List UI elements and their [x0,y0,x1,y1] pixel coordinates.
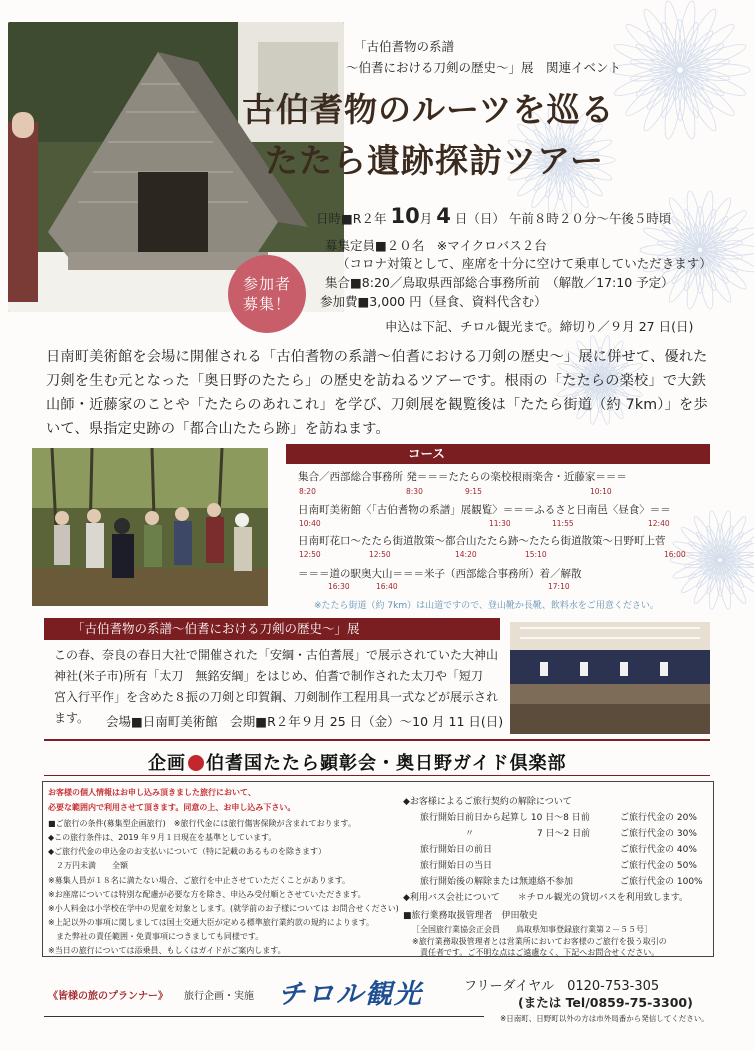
organizer [148,749,566,775]
red-dot-icon [188,755,204,771]
travel-manager: ■旅行業務取扱管理者 伊田敬史 [403,911,538,921]
telephone: (または Tel/0859-75-3300) [518,995,693,1010]
terms-line: ※上記以外の事項に関しましては国土交通大臣が定める標準旅行業約款の規約によります。 [48,918,375,927]
association-line: ※旅行業務取扱管理者とは営業所においてお客様のご旅行を扱う取引の [412,937,667,946]
terms-line: ■ご旅行の条件(募集型企画旅行) ※旅行代金には旅行傷害保険が含まれております。 [48,819,356,828]
time-label: 9:15 [465,487,482,496]
exhibition-description: この春、奈良の春日大社で開催された「安綱・古伯耆展」で展示されていた大神山神社(米子市)所有「太刀 無銘安綱」をはじめ、伯耆で制作された太刀や「短刀 宮入行平作」を含めた８振の刀剣と印賀鋼、刀剣制作工程用具一式などが展示されます。 [54,648,499,725]
divider [44,739,710,741]
time-label: 8:30 [406,487,423,496]
badge-line-2: 募集！ [242,295,291,313]
association-line: 責任者です。ご不明な点はご遠慮なく、下記へお問合せください。 [412,948,660,957]
date-month: 10 [390,204,420,228]
terms-line: ※募集人員が１８名に満たない場合、ご旅行を中止させていただくことがあります。 [48,876,351,885]
free-dial: フリーダイヤル 0120-753-305 [464,979,660,994]
course-line-1: 集合／西部総合事務所 発＝＝＝たたらの楽校根雨楽舎・近藤家＝＝＝ [298,471,627,483]
time-label: 11:30 [489,519,511,528]
terms-line: また弊社の責任範囲・免責事項につきましても同様です。 [48,932,264,941]
terms-line: ※お座席については特別な配慮が必要な方を除き、申込み受付順とさせていただきます。 [48,890,366,899]
time-label: 8:20 [299,487,316,496]
course-heading: コース [286,444,710,464]
cancel-fee: ご旅行代金の 30% [620,829,697,839]
time-label: 16:30 [328,582,350,591]
cancel-label: 〃 7 日～2 日前 [465,829,591,839]
time-label: 14:20 [455,550,477,559]
course-line-2: 日南町美術館〈「古伯耆物の系譜」展観覧〉＝＝＝ふるさと日南邑〈昼食〉＝＝ [298,504,671,516]
cancel-label: 旅行開始日の前日 [420,845,493,855]
date-time: 午前８時２０分～午後５時頃 [508,211,672,226]
time-label: 16:40 [376,582,398,591]
cancel-label: 旅行開始日前日から起算し 10 日～8 日前 [420,813,590,823]
time-label: 16:00 [664,550,686,559]
privacy-line2: 必要な範囲内で利用させて頂きます。同意の上、お申し込み下さい。 [48,803,296,812]
dial-note: ※日南町、日野町以外の方は市外局番から発信してください。 [500,1014,709,1023]
organizer-prefix: 企画 [148,753,186,774]
exhibition-hall-photo [510,622,710,734]
cancel-fee: ご旅行代金の 20% [620,813,697,823]
time-label: 17:10 [548,582,570,591]
course-line-3: 日南町花口～たたら街道散策～都合山たたら跡～たたら街道散策～日野町上菅 [298,535,666,547]
time-label: 10:40 [299,519,321,528]
event-subtitle-line2: ～伯耆における刀剣の歴史～」展 関連イベント [346,60,622,75]
time-label: 11:55 [552,519,574,528]
cancel-fee: ご旅行代金の 100% [620,877,703,887]
time-label: 12:50 [299,550,321,559]
terms-line: ※当日の旅行については添乗員、もしくはガイドがご案内します。 [48,946,286,955]
date-prefix: 日時■R２年 [316,211,387,226]
course-line-4: ＝＝＝道の駅奥大山＝＝＝米子（西部総合事務所）着／解散 [298,568,582,580]
privacy-line1: お客様の個人情報はお申し込み頂きました旅行において、 [48,788,256,797]
organizer-name: 伯耆国たたら顕彰会・奥日野ガイド倶楽部 [206,753,567,774]
meeting-info: 集合■8:20／鳥取県西部総合事務所前 （解散／17:10 予定） [325,275,674,290]
slogan: 《皆様の旅のプランナー》 [48,991,168,1002]
event-subtitle-line1: 「古伯耆物の系譜 [354,39,455,54]
footer-divider [44,1016,484,1017]
time-label: 10:10 [590,487,612,496]
association-line: ［全国旅行業協会正会員 鳥取県知事登録旅行業第２－５５号］ [412,925,652,934]
apply-info: 申込は下記、チロル観光まで。締切り／９月 27 日(日) [385,319,694,334]
time-label: 12:40 [648,519,670,528]
cancel-fee: ご旅行代金の 50% [620,861,697,871]
fee-info: 参加費■3,000 円（昼食、資料代含む） [320,294,547,309]
tirol-kanko-logo: チロル観光 [278,979,423,1010]
capacity: 募集定員■２０名 ※マイクロバス２台 [325,238,547,253]
terms-line: ２万円未満 全額 [48,861,128,870]
terms-line: ※小人料金は小学校在学中の児童を対象とします。(就学前のお子様については お問合せください) [48,904,399,913]
bus-company: ◆利用バス会社について ＊チロル観光の貸切バスを利用致します。 [403,893,689,903]
time-label: 12:50 [369,550,391,559]
exhibition-venue: 会場■日南町美術館 会期■R２年９月 25 日（金）～10 月 11 日(日) [106,714,504,729]
exhibition-heading: 「古伯耆物の系譜～伯耆における刀剣の歴史～」展 [44,618,500,640]
course-note: ※たたら街道（約 7km）は山道ですので、登山靴か長靴、飲料水をご用意ください。 [314,601,659,611]
page-title-line1: 古伯耆物のルーツを巡る [242,90,615,129]
badge-line-1: 参加者 [242,275,291,293]
participants-wanted-badge [228,255,306,333]
cancel-label: 旅行開始後の解除または無連絡不参加 [420,877,574,887]
capacity-note: （コロナ対策として、座席を十分に空けて乗車していただきます） [337,256,712,271]
terms-line: ◆ご旅行代金の申込金のお支払いについて（特に記載のあるものを除きます） [48,847,326,856]
page-title-line2: たたら遺跡探訪ツアー [265,141,605,180]
tour-group-photo [32,448,268,606]
event-date [316,204,671,228]
time-label: 15:10 [525,550,547,559]
cancel-heading: ◆お客様によるご旅行契約の解除について [403,797,572,807]
terms-line: ◆この旅行条件は、2019 年９月１日現在を基準としています。 [48,833,277,842]
date-day-unit: 日（日） [454,211,505,226]
date-day: 4 [436,204,451,228]
cancel-label: 旅行開始日の当日 [420,861,493,871]
date-month-unit: 月 [419,211,433,226]
intro-paragraph: 日南町美術館を会場に開催される「古伯耆物の系譜～伯耆における刀剣の歴史～」展に併せて、優れた刀剣を生む元となった「奥日野のたたら」の歴史を訪ねるツアーです。根雨の「たたらの楽校」で大鉄山師・近藤家のことや「たたらのあれこれ」を学び、刀剣展を観覧後は「たたら街道（約 7km）」を歩いて、県指定史跡の「都合山たたら跡」を訪ねます。 [46,349,708,437]
divider [44,775,710,776]
cancel-fee: ご旅行代金の 40% [620,845,697,855]
planner-label: 旅行企画・実施 [184,991,254,1002]
